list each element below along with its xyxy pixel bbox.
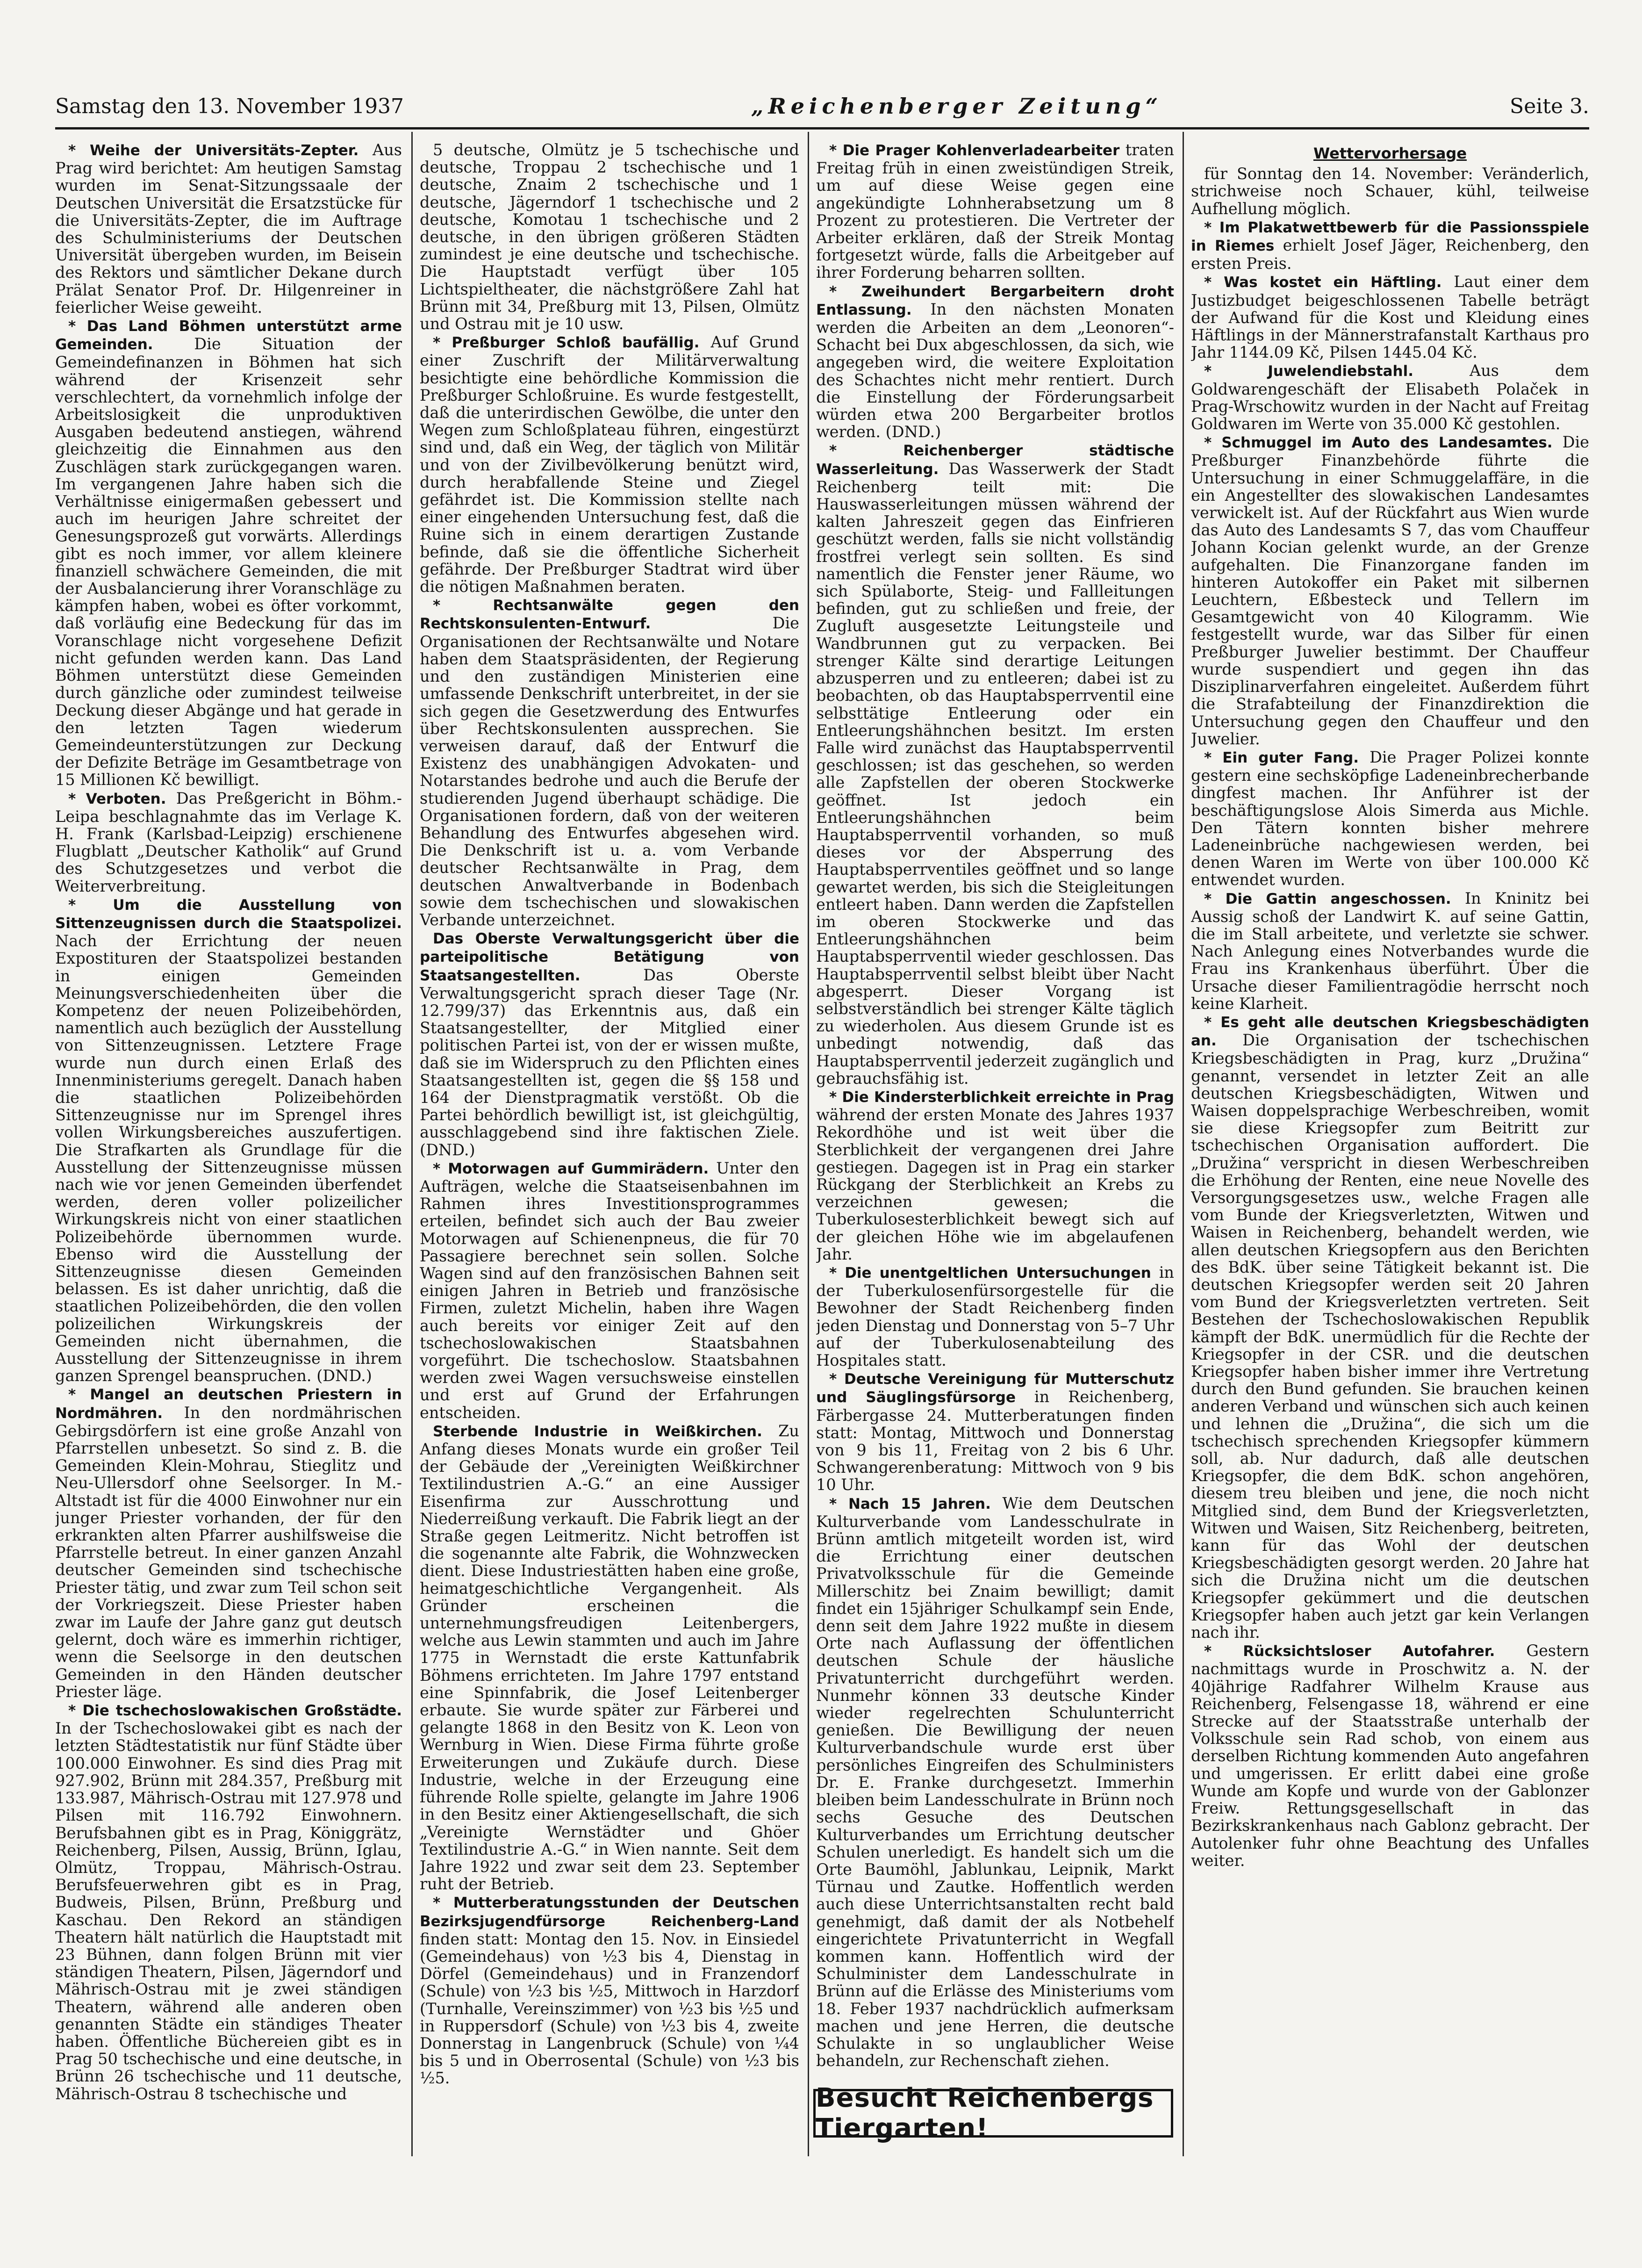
news-item-body: Das Oberste Verwaltungsgericht sprach dieser Tage (Nr. 12.799/37) das Erkenntnis aus, daß ein Staatsangestellter, der Mitglied einer politischen Partei ist, von der er wissen mußte, daß sie im Widerspruch zu den Pflichten eines Staatsangestellten ist, gegen die §§ 158 und 164 der Dienstpragmatik verstößt. Ob die Partei behördlich bewilligt ist, ist gleichgültig, ausschlaggebend sind ihre faktischen Ziele. (DND.) <box>420 965 799 1159</box>
news-item <box>1191 362 1589 432</box>
news-item-heading: * Ein guter Fang. <box>1204 749 1359 766</box>
news-item <box>420 141 799 332</box>
news-item-body: Wie dem Deutschen Kulturverbande vom Landesschulrate in Brünn amtlich mitgeteilt worden ist, wird die Errichtung einer deutschen Privatvolksschule für die Gemeinde Millerschitz bei Znaim bewilligt; damit findet ein 15jähriger Schulkampf sein Ende, denn seit dem Jahre 1922 mußte in diesem Orte nach Auflassung der öffentlichen deutschen Schule der häusliche Privatunterricht durchgeführt werden. Nunmehr können 33 deutsche Kinder wieder regelrechten Schulunterricht genießen. Die Bewilligung der neuen Kulturverbandschule wurde erst über persönliches Eingreifen des Schulministers Dr. E. Franke durchgesetzt. Immerhin bleiben beim Landesschulrate in Brünn noch sechs Gesuche des Deutschen Kulturverbandes um Errichtung deutscher Schulen unerledigt. Es handelt sich um die Orte Baumöhl, Jablunkau, Leipnik, Markt Türnau und Zautke. Hoffentlich werden auch diese Unterrichtsanstalten recht bald genehmigt, daß damit der als Notbehelf eingerichtete Privatunterricht in Wegfall kommen kann. Hoffentlich wird der Schulminister dem Landesschulrate in Brünn auf die Erlässe des Ministeriums vom 18. Feber 1937 nachdrücklich aufmerksam machen und jene Herren, die deutsche Schulakte in so unglaublicher Weise behandeln, zur Rechenschaft ziehen. <box>816 1494 1174 2070</box>
page-number: Seite 3. <box>1510 94 1589 118</box>
news-item-heading: * Reichenberger städtische Wasserleitung. <box>816 442 1174 478</box>
masthead: „Reichenberger Zeitung“ <box>751 94 1163 119</box>
news-item-heading: * Weihe der Universitäts-Zepter. <box>68 142 359 159</box>
weather-text: für Sonntag den 14. November: Veränderlich, strichweise noch Schauer, kühl, teilweise Aufhellung möglich. <box>1191 165 1589 218</box>
tiergarten-advertisement: Besucht Reichenbergs Tiergarten! <box>813 2089 1173 2138</box>
issue-date: Samstag den 13. November 1937 <box>55 94 404 118</box>
news-item-heading: * Schmuggel im Auto des Landesamtes. <box>1204 434 1553 452</box>
news-item-body: Die Situation der Gemeindefinanzen in Böhmen hat sich während der Krisenzeit sehr verschlechtert, da vornehmlich infolge der Arbeitslosigkeit die unproduktiven Ausgaben bedeutend anstiegen, während gleichzeitig die Einnahmen aus den Zuschlägen stark zurückgegangen waren. Im vergangenen Jahre haben sich die Verhältnisse einigermaßen gebessert und auch im heurigen Jahre schreitet der Genesungsprozeß gut vorwärts. Allerdings gibt es noch immer, vor allem kleinere finanziell schwächere Gemeinden, die mit der Ausbalancierung ihrer Voranschläge zu kämpfen haben, wobei es öfter vorkommt, daß vorläufig eine Bedeckung für das im Voranschlage nicht vorgesehene Defizit nicht gefunden werden kann. Das Land Böhmen unterstützt diese Gemeinden durch gänzliche oder zumindest teilweise Deckung dieser Abgänge und hat gerade in den letzten Tagen wiederum Gemeindeunterstützungen zur Deckung der Defizite Beträge im Gesamtbetrage von 15 Millionen Kč bewilligt. <box>55 335 402 789</box>
page-header <box>55 90 1589 122</box>
news-item-heading: * Mutterberatungsstunden der Deutschen Bezirksjugendfürsorge Reichenberg-Land <box>420 1894 799 1930</box>
news-item-heading: * Was kostet ein Häftling. <box>1204 274 1442 291</box>
news-item-body: in Reichenberg, Färbergasse 24. Mutterberatungen finden statt: Montag, Mittwoch und Donnerstag von 9 bis 11, Freitag von 2 bis 6 Uhr. Schwangerenberatung: Mittwoch von 9 bis 10 Uhr. <box>816 1388 1174 1494</box>
news-item-body: 5 deutsche, Olmütz je 5 tschechische und deutsche, Troppau 2 tschechische und 1 deutsche, Znaim 2 tschechische und 1 deutsche, Jägerndorf 1 tschechische und 2 deutsche, Komotau 1 tschechische und 2 deutsche, in den übrigen größeren Städten zumindest je eine deutsche und tschechische. Die Hauptstadt verfügt über 105 Lichtspieltheater, die nächstgrößere Zahl hat Brünn mit 34, Preßburg mit 13, Pilsen, Olmütz und Ostrau mit je 10 usw. <box>420 141 799 333</box>
news-item-heading: * Zweihundert Bergarbeitern droht Entlassung. <box>816 283 1174 318</box>
news-item-heading: * Die Prager Kohlenverladearbeiter <box>829 142 1120 159</box>
news-item <box>55 141 402 316</box>
column-3 <box>816 141 1174 2081</box>
news-item-body: Aus dem Goldwarengeschäft der Elisabeth Polaček in Prag-Wrschowitz wurden in der Nacht auf Freitag Goldwaren im Werte von 35.000 Kč gestohlen. <box>1191 361 1589 433</box>
news-item-body: finden statt: Montag den 15. Nov. in Einsiedel (Gemeindehaus) von ½3 bis 4, Dienstag in Dörfel (Gemeindehaus) und in Franzendorf (Schule) von ½3 bis ½5, Mittwoch in Harzdorf (Turnhalle, Vereinszimmer) von ½3 bis ½5 und in Ruppersdorf (Schule) von ½3 bis 4, zweite Donnerstag in Langenbruck (Schule) von ¼4 bis 5 und in Oberrosental (Schule) von ½3 bis ½5. <box>420 1930 799 2088</box>
news-item-heading: * Rechtsanwälte gegen den Rechtskonsulenten-Entwurf. <box>420 597 799 633</box>
news-item-body: In der Tschechoslowakei gibt es nach der letzten Städtestatistik nur fünf Städte über 100.000 Einwohner. Es sind dies Prag mit 927.902, Brünn mit 284.357, Preßburg mit 133.987, Mährisch-Ostrau mit 127.978 und Pilsen mit 116.792 Einwohnern. Berufsbahnen gibt es in Prag, Königgrätz, Reichenberg, Pilsen, Aussig, Brünn, Iglau, Olmütz, Troppau, Mährisch-Ostrau. Berufsfeuerwehren gibt es in Prag, Budweis, Pilsen, Brünn, Preßburg und Kaschau. Den Rekord an ständigen Theatern hält natürlich die Hauptstadt mit 23 Bühnen, dann folgen Brünn mit vier ständigen Theatern, Pilsen, Jägerndorf und Mährisch-Ostrau mit je zwei ständigen Theatern, während alle anderen oben genannten Städte ein ständiges Theater haben. Öffentliche Büchereien gibt es in Prag 50 tschechische und eine deutsche, in Brünn 26 tschechische und 11 deutsche, Mährisch-Ostrau 8 tschechische und <box>55 1719 402 2103</box>
news-item-body: Die Prager Polizei konnte gestern eine sechsköpfige Ladeneinbrecherbande dingfest machen. Ihr Anführer ist der beschäftigungslose Alois Simerda aus Michle. Den Tätern konnten bisher mehrere Ladeneinbrüche nachgewiesen werden, bei denen Waren im Werte von über 100.000 Kč entwendet wurden. <box>1191 748 1589 889</box>
header-rule <box>55 127 1589 130</box>
news-item <box>816 1088 1174 1263</box>
news-item-body: traten Freitag früh in einen zweistündigen Streik, um auf diese Weise gegen eine angekündigte Lohnherabsetzung um 8 Prozent zu protestieren. Die Vertreter der Arbeiter erklären, daß der Streik Montag fortgesetzt würde, falls die Arbeitgeber auf ihrer Forderung beharren sollten. <box>816 141 1174 282</box>
column-divider <box>1183 132 1184 2156</box>
news-item-body: Unter den Aufträgen, welche die Staatseisenbahnen im Rahmen ihres Investitionsprogrammes erteilen, befindet sich auch der Bau zweier Motorwagen auf Schienenpneus, die für 70 Passagiere berechnet sein sollen. Solche Wagen sind auf den französischen Bahnen seit einigen Jahren in Betrieb und französische Firmen, zuletzt Michelin, haben ihre Wagen auch bereits vor einiger Zeit auf den tschechoslowakischen Staatsbahnen vorgeführt. Die tschechoslow. Staatsbahnen werden zwei Wagen versuchsweise einstellen und erst auf Grund der Erfahrungen entscheiden. <box>420 1159 799 1422</box>
news-item-heading: * Juwelendiebstahl. <box>1204 363 1414 380</box>
news-item <box>816 141 1174 281</box>
column-2 <box>420 141 799 2152</box>
news-item-body: Die Organisation der tschechischen Kriegsbeschädigten in Prag, kurz „Družina“ genannt, versendet in letzter Zeit an alle deutschen Kriegsbeschädigten, Witwen und Waisen doppelsprachige Werbeschreiben, womit sie diese Kriegsopfer zum Beitritt zur tschechischen Organisation auffordert. Die „Družina“ verspricht in diesen Werbeschreiben die Erhöhung der Renten, eine neue Novelle des Versorgungsgesetzes usw., welche Fragen alle vom Bunde der Kriegsverletzten, Witwen und Waisen in Reichenberg, behandelt werden, wie allen deutschen Kriegsopfern aus den Berichten des BdK. über seine Tätigkeit bekannt ist. Die deutschen Kriegsopfer werden seit 20 Jahren vom Bund der Kriegsverletzten vertreten. Seit Bestehen der Tschechoslowakischen Republik kämpft der BdK. unermüdlich für die Rechte der Kriegsopfer in der CSR. und die deutschen Kriegsopfer haben bisher immer ihre Vertretung durch den Bund gefunden. Sie brauchen keinen anderen Verband und wünschen sich auch keinen und lehnen die „Družina“, die sich um die tschechisch sprechenden Kriegsopfer kümmern soll, ab. Nur dadurch, daß alle deutschen Kriegsopfer, die dem BdK. schon angehören, diesem treu bleiben und jene, die noch nicht Mitglied sind, dem Bund der Kriegsverletzten, Witwen und Waisen, Sitz Reichenberg, beitreten, kann für das Wohl der deutschen Kriegsbeschädigten gesorgt werden. 20 Jahre hat sich die Družina nicht um die deutschen Kriegsopfer gekümmert und die deutschen Kriegsopfer haben auch jetzt gar kein Verlangen nach ihr. <box>1191 1031 1589 1642</box>
news-item <box>55 896 402 1385</box>
news-item-heading: * Es geht alle deutschen Kriegsbeschädigten an. <box>1191 1014 1589 1050</box>
news-item <box>816 441 1174 1087</box>
news-item-heading: * Das Land Böhmen unterstützt arme Gemeinden. <box>55 318 402 353</box>
news-item-heading: * Motorwagen auf Gummirädern. <box>433 1160 709 1177</box>
news-item <box>816 1370 1174 1493</box>
news-item <box>1191 890 1589 1012</box>
news-item <box>816 1264 1174 1369</box>
news-item-heading: * Verboten. <box>68 790 166 807</box>
news-item-body: in der Tuberkulosenfürsorgestelle für die Bewohner der Stadt Reichenberg finden jeden Dienstag und Donnerstag von 5–7 Uhr auf der Tuberkulosenabteilung des Hospitales statt. <box>816 1263 1174 1370</box>
news-item <box>55 790 402 895</box>
news-item <box>1191 749 1589 889</box>
news-item <box>1191 218 1589 273</box>
news-item <box>420 1159 799 1421</box>
news-item <box>55 1701 402 2102</box>
news-item-heading: Sterbende Industrie in Weißkirchen. <box>433 1423 762 1440</box>
news-item <box>816 282 1174 441</box>
news-item-heading: Das Oberste Verwaltungsgericht über die parteipolitische Betätigung von Staatsangestellten. <box>420 930 799 984</box>
news-item-heading: * Um die Ausstellung von Sittenzeugnissen durch die Staatspolizei. <box>55 896 402 932</box>
news-item <box>1191 1013 1589 1641</box>
news-item-heading: * Deutsche Vereinigung für Mutterschutz und Säuglingsfürsorge <box>816 1371 1174 1406</box>
news-item <box>420 596 799 929</box>
news-item-body: Das Preßgericht in Böhm.-Leipa beschlagnahmte das im Verlage K. H. Frank (Karlsbad-Leipzig) erschienene Flugblatt „Deutscher Katholik“ auf Grund des Schutzgesetzes und verbot die Weiterverbreitung. <box>55 789 402 895</box>
news-item-body: Laut einer dem Justizbudget beigeschlossenen Tabelle beträgt der Aufwand für die Kost und Kleidung eines Häftlings in der Männerstrafanstalt Karthaus pro Jahr 1144.09 Kč, Pilsen 1445.04 Kč. <box>1191 273 1589 362</box>
news-item <box>1191 433 1589 748</box>
column-divider <box>411 132 413 2156</box>
news-item <box>1191 1642 1589 1869</box>
news-item-body: In Kninitz bei Aussig schoß der Landwirt K. auf seine Gattin, die im Stall arbeitete, und verletzte sie schwer. Nach Anlegung eines Notverbandes wurde die Frau ins Krankenhaus überführt. Über die Ursache dieser Familientragödie herrscht noch keine Klarheit. <box>1191 889 1589 1013</box>
news-item <box>420 929 799 1159</box>
news-item <box>55 1385 402 1700</box>
column-divider <box>808 132 809 2156</box>
news-item-heading: * Rücksichtsloser Autofahrer. <box>1204 1643 1495 1660</box>
news-item <box>420 1894 799 2087</box>
news-item-body: Gestern nachmittags wurde in Proschwitz a. N. der 40jährige Radfahrer Wilhelm Krause aus Reichenberg, Felsengasse 18, während er eine Strecke auf der Staatsstraße unterhalb der Volksschule sein Rad schob, von einem aus derselben Richtung kommenden Auto angefahren und umgerissen. Er erlitt dabei eine große Wunde am Kopfe und wurde von der Gablonzer Freiw. Rettungsgesellschaft in das Bezirkskrankenhaus nach Gablonz gebracht. Der Autolenker fuhr ohne Beachtung des Unfalles weiter. <box>1191 1642 1589 1870</box>
news-item <box>55 317 402 788</box>
news-item-heading: * Nach 15 Jahren. <box>829 1495 991 1512</box>
news-item-heading: * Die tschechoslowakischen Großstädte. <box>68 1702 402 1720</box>
column-1 <box>55 141 402 2152</box>
news-item-body: Die Organisationen der Rechtsanwälte und Notare haben dem Staatspräsidenten, der Regierung und den zuständigen Ministerien eine umfassende Denkschrift unterbreitet, in der sie sich gegen die Gesetzwerdung des Entwurfes über Rechtskonsulenten aussprechen. Sie verweisen darauf, daß der Entwurf die Existenz des unabhängigen Advokaten- und Notarstandes bedrohe und auch die Berufe der studierenden Jugend überhaupt schädige. Die Organisationen fordern, daß von der weiteren Behandlung des Entwurfes abgesehen wird. Die Denkschrift ist u. a. vom Verbande deutscher Rechtsanwälte in Prag, dem deutschen Anwaltverbande in Bodenbach sowie dem tschechischen und slowakischen Verbande unterzeichnet. <box>420 614 799 929</box>
news-item-heading: * Im Plakatwettbewerb für die Passionsspiele in Riemes <box>1191 219 1589 255</box>
weather-heading: Wettervorhersage <box>1313 144 1467 162</box>
news-item-heading: * Preßburger Schloß baufällig. <box>433 334 700 352</box>
news-item-body: Nach der Errichtung der neuen Expostituren der Staatspolizei bestanden in einigen Gemeinden Meinungsverschiedenheiten über die Kompetenz der neuen Polizeibehörden, namentlich auch bezüglich der Ausstellung von Sittenzeugnissen. Letztere Frage wurde nun durch einen Erlaß des Innenministeriums geregelt. Danach haben die staatlichen Polizeibehörden Sittenzeugnisse nur im Sprengel ihres vollen Wirkungsbereiches auszufertigen. Die Strafkarten als Grundlage für die Ausstellung der Sittenzeugnisse müssen nach wie vor jenen Gemeinden überfendet werden, deren voller polizeilicher Wirkungskreis nicht von einer staatlichen Polizeibehörde übernommen wurde. Ebenso wird die Ausstellung der Sittenzeugnisse diesen Gemeinden belassen. Es ist daher unrichtig, daß die staatlichen Polizeibehörden, die den vollen polizeilichen Wirkungskreis der Gemeinden nicht übernahmen, die Ausstellung der Sittenzeugnisse in ihrem ganzen Sprengel beanspruchen. (DND.) <box>55 932 402 1385</box>
news-item-body: Auf Grund einer Zuschrift der Militärverwaltung besichtigte eine behördliche Kommission die Preßburger Schloßruine. Es wurde festgestellt, daß die unterirdischen Gewölbe, die unter den Wegen zum Schloßplateau führen, eingestürzt sind und, daß ein Weg, der täglich von Militär und von der Zivilbevölkerung benützt wird, durch herabfallende Steine und Ziegel gefährdet ist. Die Kommission stellte nach einer eingehenden Untersuchung fest, daß die Ruine sich in einem derartigen Zustande befinde, daß sie die öffentliche Sicherheit gefährde. Der Preßburger Stadtrat wird über die nötigen Maßnahmen beraten. <box>420 333 799 596</box>
news-item-body: Aus Prag wird berichtet: Am heutigen Samstag wurden im Senat-Sitzungssaale der Deutschen Universität die Ersatzstücke für die Universitäts-Zepter, die im Auftrage des Schulministeriums der Deutschen Universität übergeben wurden, im Beisein des Rektors und sämtlicher Dekane durch Prälat Senator Prof. Dr. Hilgenreiner in feierlicher Weise geweiht. <box>55 141 402 317</box>
news-item-heading: * Die Kindersterblichkeit erreichte in Prag <box>829 1088 1174 1106</box>
news-item-body: Die Preßburger Finanzbehörde führte die Untersuchung in einer Schmuggelaffäre, in die ein Angestellter des slowakischen Landesamtes verwickelt ist. Auf der Rückfahrt aus Wien wurde das Auto des Landesamts S 7, das vom Chauffeur Johann Kocian gelenkt wurde, an der Grenze aufgehalten. Die Finanzorgane fanden im hinteren Autokoffer ein Paket mit silbernen Leuchtern, Eßbesteck und Tellern im Gesamtgewicht von 40 Kilogramm. Wie festgestellt wurde, war das Silber für einen Preßburger Juwelier bestimmt. Der Chauffeur wurde suspendiert und gegen ihn das Disziplinarverfahren eingeleitet. Außerdem führt die Strafabteilung der Finanzdirektion die Untersuchung gegen den Chauffeur und den Juwelier. <box>1191 433 1589 748</box>
news-item <box>816 1495 1174 2070</box>
news-item-body: Das Wasserwerk der Stadt Reichenberg teilt mit: Die Hauswasserleitungen müssen während der kalten Jahreszeit gegen das Einfrieren geschützt werden, falls sie nicht vollständig frostfrei verlegt sein sollten. Es sind namentlich die Fenster jener Räume, wo sich Spülaborte, Steig- und Fallleitungen befinden, gut zu schließen und freie, der Zugluft ausgesetzte Leitungsteile und Wandbrunnen gut zu verpacken. Bei strenger Kälte sind derartige Leitungen abzusperren und zu entleeren; dabei ist zu beobachten, ob das Hauptabsperrventil eine selbsttätige Entleerung oder ein Entleerungshähnchen besitzt. Im ersten Falle wird zunächst das Hauptabsperrventil geschlossen; ist das geschehen, so werden alle Zapfstellen der oberen Stockwerke geöffnet. Ist jedoch ein Entleerungshähnchen beim Hauptabsperrventil vorhanden, so muß dieses vor der Absperrung des Hauptabsperrventiles geöffnet und so lange gewartet werden, bis sich die Steigleitungen entleert haben. Dann werden die Zapfstellen im oberen Stockwerke und das Entleerungshähnchen beim Hauptabsperrventil wieder geschlossen. Das Hauptabsperrventil selbst bleibt über Nacht abgesperrt. Dieser Vorgang ist selbstverständlich bei strenger Kälte täglich zu wiederholen. Aus diesem Grunde ist es unbedingt notwendig, daß das Hauptabsperrventil jederzeit zugänglich und gebrauchsfähig ist. <box>816 459 1174 1087</box>
column-4 <box>1191 141 1589 2152</box>
news-item-body: während der ersten Monate des Jahres 1937 Rekordhöhe und ist weit über die Sterblichkeit der vergangenen drei Jahre gestiegen. Dagegen ist in Prag ein starker Rückgang der Sterblichkeit an Krebs zu verzeichnen gewesen; die Tuberkulosesterblichkeit bewegt sich auf der gleichen Höhe wie im abgelaufenen Jahr. <box>816 1106 1174 1263</box>
news-item-heading: * Mangel an deutschen Priestern in Nordmähren. <box>55 1386 402 1422</box>
news-item <box>420 333 799 595</box>
news-item-heading: * Die unentgeltlichen Untersuchungen <box>829 1265 1151 1282</box>
news-item-body: In den nächsten Monaten werden die Arbeiten an dem „Leonoren“-Schacht bei Dux abgeschlossen, da sich, wie angegeben wird, die weitere Exploitation des Schachtes nicht mehr rentiert. Durch die Einstellung der Förderungsarbeit würden etwa 200 Bergarbeiter brotlos werden. (DND.) <box>816 300 1174 441</box>
news-item-body: erhielt Josef Jäger, Reichenberg, den ersten Preis. <box>1191 236 1589 273</box>
news-item-heading: * Die Gattin angeschossen. <box>1204 890 1451 907</box>
news-item <box>420 1422 799 1893</box>
news-item-body: In den nordmährischen Gebirgsdörfern ist eine große Anzahl von Pfarrstellen unbesetzt. So sind z. B. die Gemeinden Klein-Mohrau, Stieglitz und Neu-Ullersdorf ohne Seelsorger. In M.-Altstadt ist für die 4000 Einwohner nur ein junger Priester vorhanden, der für den erkrankten alten Pfarrer aushilfsweise die Pfarrstelle betreut. In einer ganzen Anzahl deutscher Gemeinden sind tschechische Priester tätig, und zwar zum Teil schon seit der Vorkriegszeit. Diese Priester haben zwar im Laufe der Jahre ganz gut deutsch gelernt, doch wäre es immerhin richtiger, wenn die Seelsorge in den deutschen Gemeinden in den Händen deutscher Priester läge. <box>55 1403 402 1701</box>
news-item <box>1191 273 1589 361</box>
news-item-body: Zu Anfang dieses Monats wurde ein großer Teil der Gebäude der „Vereinigten Weißkirchner Textilindustrien A.-G.“ an eine Aussiger Eisenfirma zur Ausschrottung und Niederreißung verkauft. Die Fabrik liegt an der Straße gegen Leitmeritz. Nicht betroffen ist die sogenannte alte Fabrik, die Wohnzwecken dient. Diese Industriestätten haben eine große, heimatgeschichtliche Vergangenheit. Als Gründer erscheinen die unternehmungsfreudigen Leitenbergers, welche aus Lewin stammten und auch im Jahre 1775 in Wernstadt die erste Kattunfabrik Böhmens errichteten. Im Jahre 1797 entstand eine Spinnfabrik, die Josef Leitenberger erbaute. Sie wurde später zur Färberei und gelangte 1868 in den Besitz von K. Leon von Wernburg in Wien. Diese Firma führte große Erweiterungen und Zukäufe durch. Diese Industrie, welche in der Erzeugung eine führende Rolle spielte, gelangte im Jahre 1906 in den Besitz einer Aktiengesellschaft, die sich „Vereinigte Wernstädter und Ghöer Textilindustrie A.-G.“ in Wien nannte. Seit dem Jahre 1922 und zwar seit dem 23. September ruht der Betrieb. <box>420 1421 799 1894</box>
